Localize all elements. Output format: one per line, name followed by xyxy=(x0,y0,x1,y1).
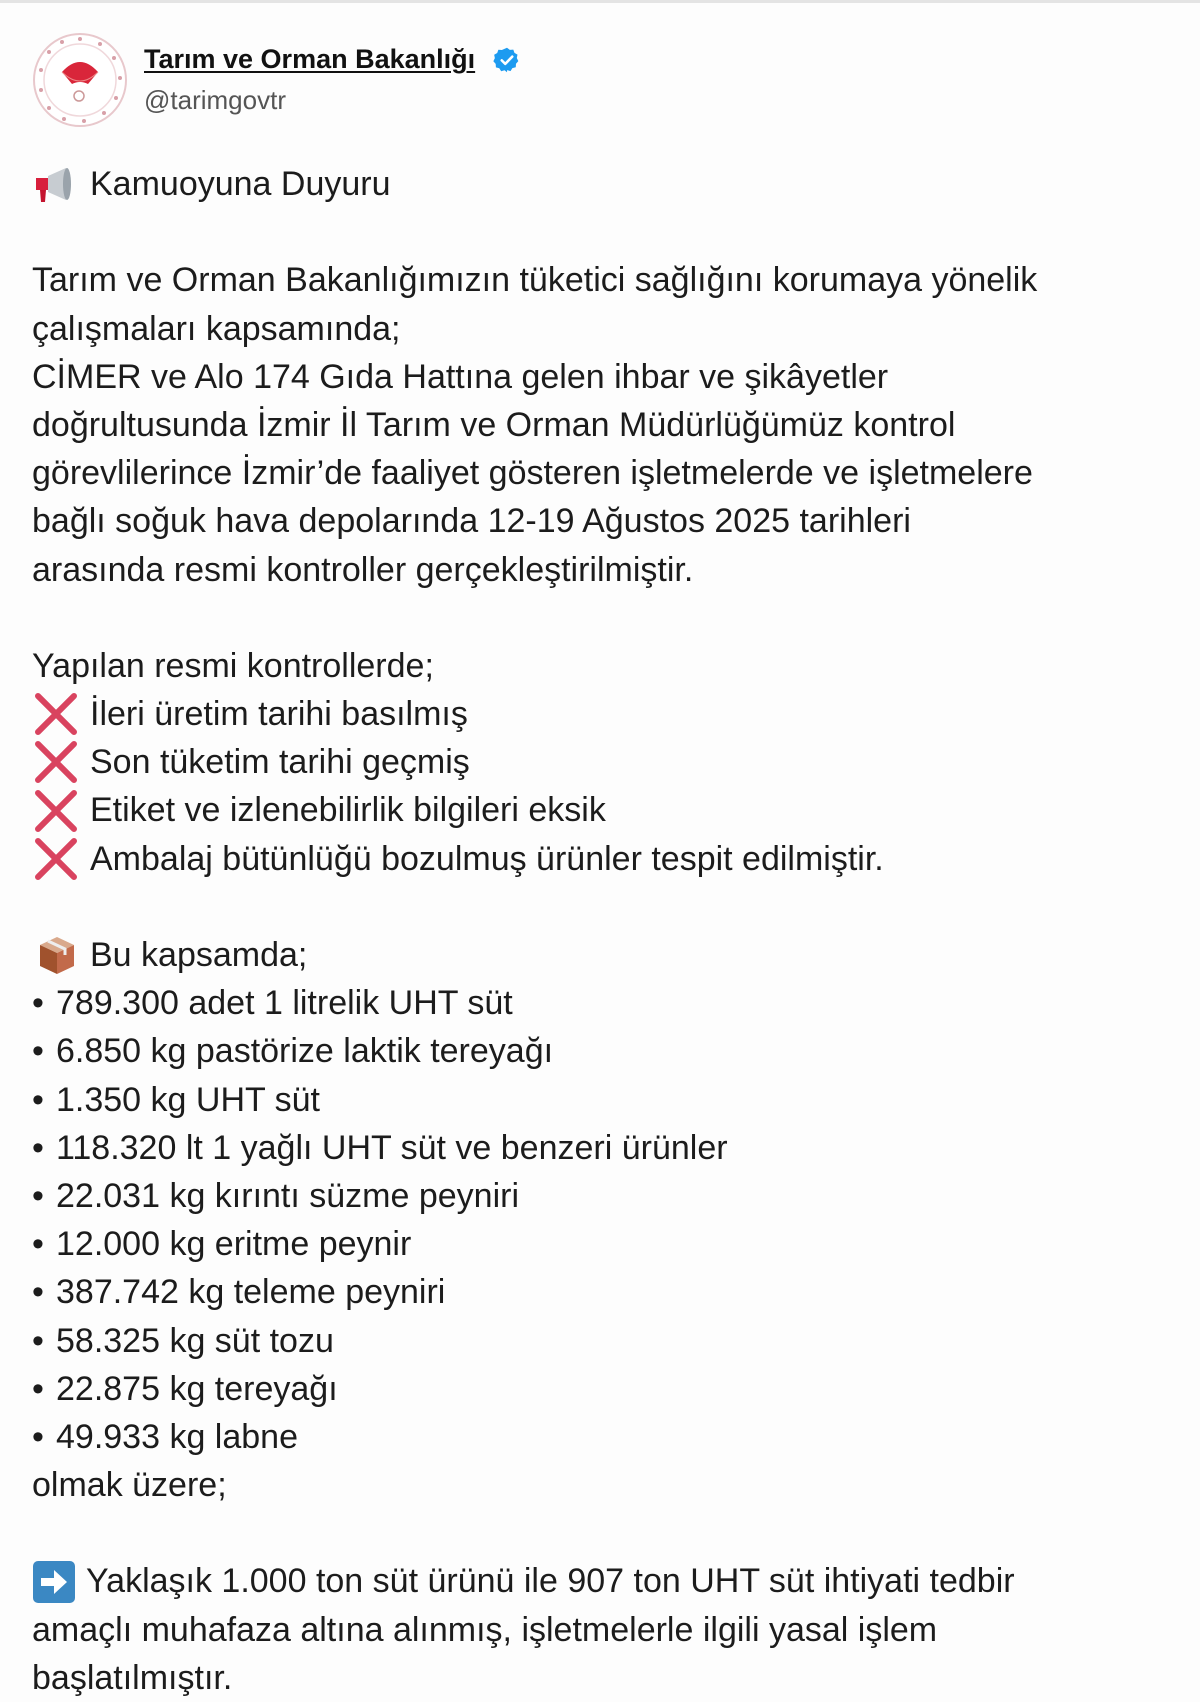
post-body xyxy=(32,160,1172,1702)
cross-mark-icon xyxy=(32,837,80,881)
top-border xyxy=(0,0,1200,3)
product-item xyxy=(32,1220,1172,1268)
product-text: 1.350 kg UHT süt xyxy=(56,1080,320,1119)
package-icon xyxy=(32,935,82,975)
post-header xyxy=(32,32,521,128)
product-text: 58.325 kg süt tozu xyxy=(56,1321,334,1360)
cross-mark-icon xyxy=(32,692,80,736)
account-display-name[interactable]: Tarım ve Orman Bakanlığı xyxy=(144,44,476,74)
bullet: • xyxy=(32,1225,44,1264)
intro-line: Tarım ve Orman Bakanlığımızın tüketici sağlığını korumaya yönelik xyxy=(32,261,1038,300)
bullet: • xyxy=(32,1176,44,1215)
account-handle[interactable]: @tarimgovtr xyxy=(144,85,286,115)
intro-line: arasında resmi kontroller gerçekleştirilmiştir. xyxy=(32,550,694,589)
finding-text: İleri üretim tarihi basılmış xyxy=(90,695,468,734)
cross-mark-icon xyxy=(32,789,80,833)
finding-item xyxy=(32,835,1172,883)
intro-line: çalışmaları kapsamında; xyxy=(32,309,401,348)
finding-item xyxy=(32,786,1172,834)
bullet: • xyxy=(32,1321,44,1360)
intro-line: CİMER ve Alo 174 Gıda Hattına gelen ihbar ve şikâyetler xyxy=(32,357,889,396)
conclusion-text: Yaklaşık 1.000 ton süt ürünü ile 907 ton UHT süt ihtiyati tedbir xyxy=(86,1562,1015,1601)
bullet: • xyxy=(32,984,44,1023)
verified-badge-icon xyxy=(493,46,521,74)
intro-line: doğrultusunda İzmir İl Tarım ve Orman Müdürlüğümüz kontrol xyxy=(32,405,956,444)
product-item xyxy=(32,1076,1172,1124)
account-identity xyxy=(144,44,521,116)
finding-text: Son tüketim tarihi geçmiş xyxy=(90,743,470,782)
bullet: • xyxy=(32,1128,44,1167)
product-item xyxy=(32,1413,1172,1461)
bullet: • xyxy=(32,1080,44,1119)
right-arrow-icon xyxy=(32,1560,76,1604)
product-text: 22.875 kg tereyağı xyxy=(56,1369,338,1408)
post-title-text: Kamuoyuna Duyuru xyxy=(90,165,391,203)
bullet: • xyxy=(32,1032,44,1071)
product-text: 118.320 lt 1 yağlı UHT süt ve benzeri ürünler xyxy=(56,1128,728,1167)
product-text: 22.031 kg kırıntı süzme peyniri xyxy=(56,1176,520,1215)
product-text: 387.742 kg teleme peyniri xyxy=(56,1273,446,1312)
conclusion-line xyxy=(32,1557,1172,1605)
finding-text: Etiket ve izlenebilirlik bilgileri eksik xyxy=(90,791,606,830)
cross-mark-icon xyxy=(32,740,80,784)
intro-line: görevlilerince İzmir’de faaliyet gösteren işletmelerde ve işletmelere xyxy=(32,454,1033,493)
product-text: 789.300 adet 1 litrelik UHT süt xyxy=(56,984,513,1023)
bullet: • xyxy=(32,1273,44,1312)
product-item xyxy=(32,1268,1172,1316)
ministry-seal-logo-icon xyxy=(32,32,128,128)
product-item xyxy=(32,979,1172,1027)
product-item xyxy=(32,1365,1172,1413)
avatar[interactable] xyxy=(32,32,128,128)
bullet: • xyxy=(32,1369,44,1408)
product-item xyxy=(32,1027,1172,1075)
conclusion-line: başlatılmıştır. xyxy=(32,1658,233,1697)
product-text: 6.850 kg pastörize laktik tereyağı xyxy=(56,1032,554,1071)
post-title xyxy=(32,160,1172,208)
product-text: 49.933 kg labne xyxy=(56,1417,298,1456)
products-footer: olmak üzere; xyxy=(32,1466,227,1505)
product-item xyxy=(32,1124,1172,1172)
bullet: • xyxy=(32,1417,44,1456)
conclusion-line: amaçlı muhafaza altına alınmış, işletmelerle ilgili yasal işlem xyxy=(32,1610,938,1649)
product-text: 12.000 kg eritme peynir xyxy=(56,1225,412,1264)
products-heading xyxy=(32,931,1172,979)
product-item xyxy=(32,1317,1172,1365)
finding-item xyxy=(32,690,1172,738)
products-heading-text: Bu kapsamda; xyxy=(90,936,308,974)
finding-text: Ambalaj bütünlüğü bozulmuş ürünler tespit edilmiştir. xyxy=(90,839,884,878)
product-item xyxy=(32,1172,1172,1220)
finding-item xyxy=(32,738,1172,786)
findings-heading: Yapılan resmi kontrollerde; xyxy=(32,646,434,685)
megaphone-icon xyxy=(32,164,82,204)
intro-line: bağlı soğuk hava depolarında 12-19 Ağustos 2025 tarihleri xyxy=(32,502,911,541)
